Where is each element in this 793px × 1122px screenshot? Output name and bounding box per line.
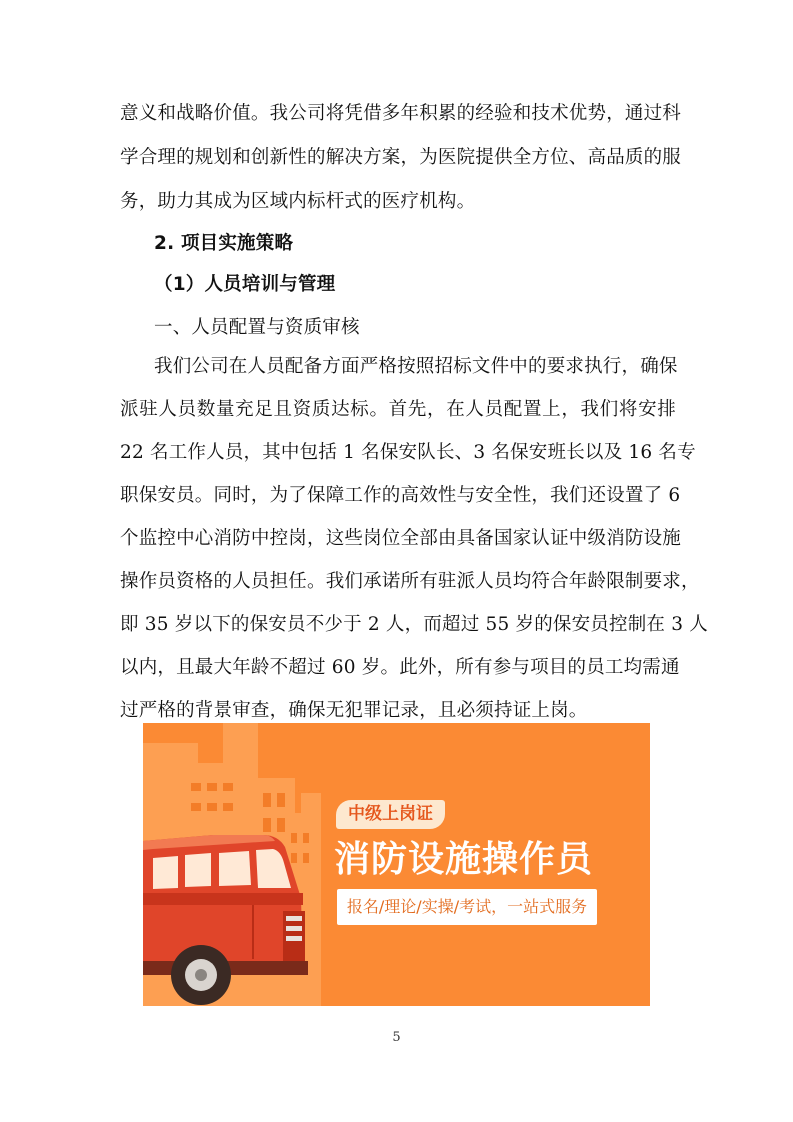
- certificate-level-tag: 中级上岗证: [336, 800, 445, 829]
- paragraph-line: 学合理的规划和创新性的解决方案，为医院提供全方位、高品质的服: [120, 147, 682, 168]
- service-pill: 报名/理论/实操/考试，一站式服务: [337, 889, 597, 925]
- banner-headline: 消防设施操作员: [334, 839, 594, 880]
- paragraph-line: 意义和战略价值。我公司将凭借多年积累的经验和技术优势，通过科: [120, 103, 682, 124]
- sub-item-heading: 一、人员配置与资质审核: [154, 317, 360, 338]
- paragraph-line: 务，助力其成为区域内标杆式的医疗机构。: [120, 191, 476, 212]
- page-number: 5: [392, 1030, 401, 1045]
- paragraph-line: 过严格的背景审查，确保无犯罪记录，且必须持证上岗。: [120, 700, 588, 721]
- paragraph-line: 我们公司在人员配备方面严格按照招标文件中的要求执行，确保: [154, 356, 678, 377]
- paragraph-line: 22 名工作人员，其中包括 1 名保安队长、3 名保安班长以及 16 名专: [120, 442, 696, 463]
- section-heading: 2. 项目实施策略: [154, 233, 294, 254]
- paragraph-line: 职保安员。同时，为了保障工作的高效性与安全性，我们还设置了 6: [120, 485, 681, 506]
- paragraph-line: 以内，且最大年龄不超过 60 岁。此外，所有参与项目的员工均需通: [120, 657, 680, 678]
- subsection-heading: （1）人员培训与管理: [154, 274, 336, 295]
- paragraph-line: 操作员资格的人员担任。我们承诺所有驻派人员均符合年龄限制要求，: [120, 571, 700, 592]
- paragraph-line: 个监控中心消防中控岗，这些岗位全部由具备国家认证中级消防设施: [120, 528, 682, 549]
- paragraph-line: 派驻人员数量充足且资质达标。首先，在人员配置上，我们将安排: [120, 399, 676, 420]
- paragraph-line: 即 35 岁以下的保安员不少于 2 人，而超过 55 岁的保安员控制在 3 人: [120, 614, 708, 635]
